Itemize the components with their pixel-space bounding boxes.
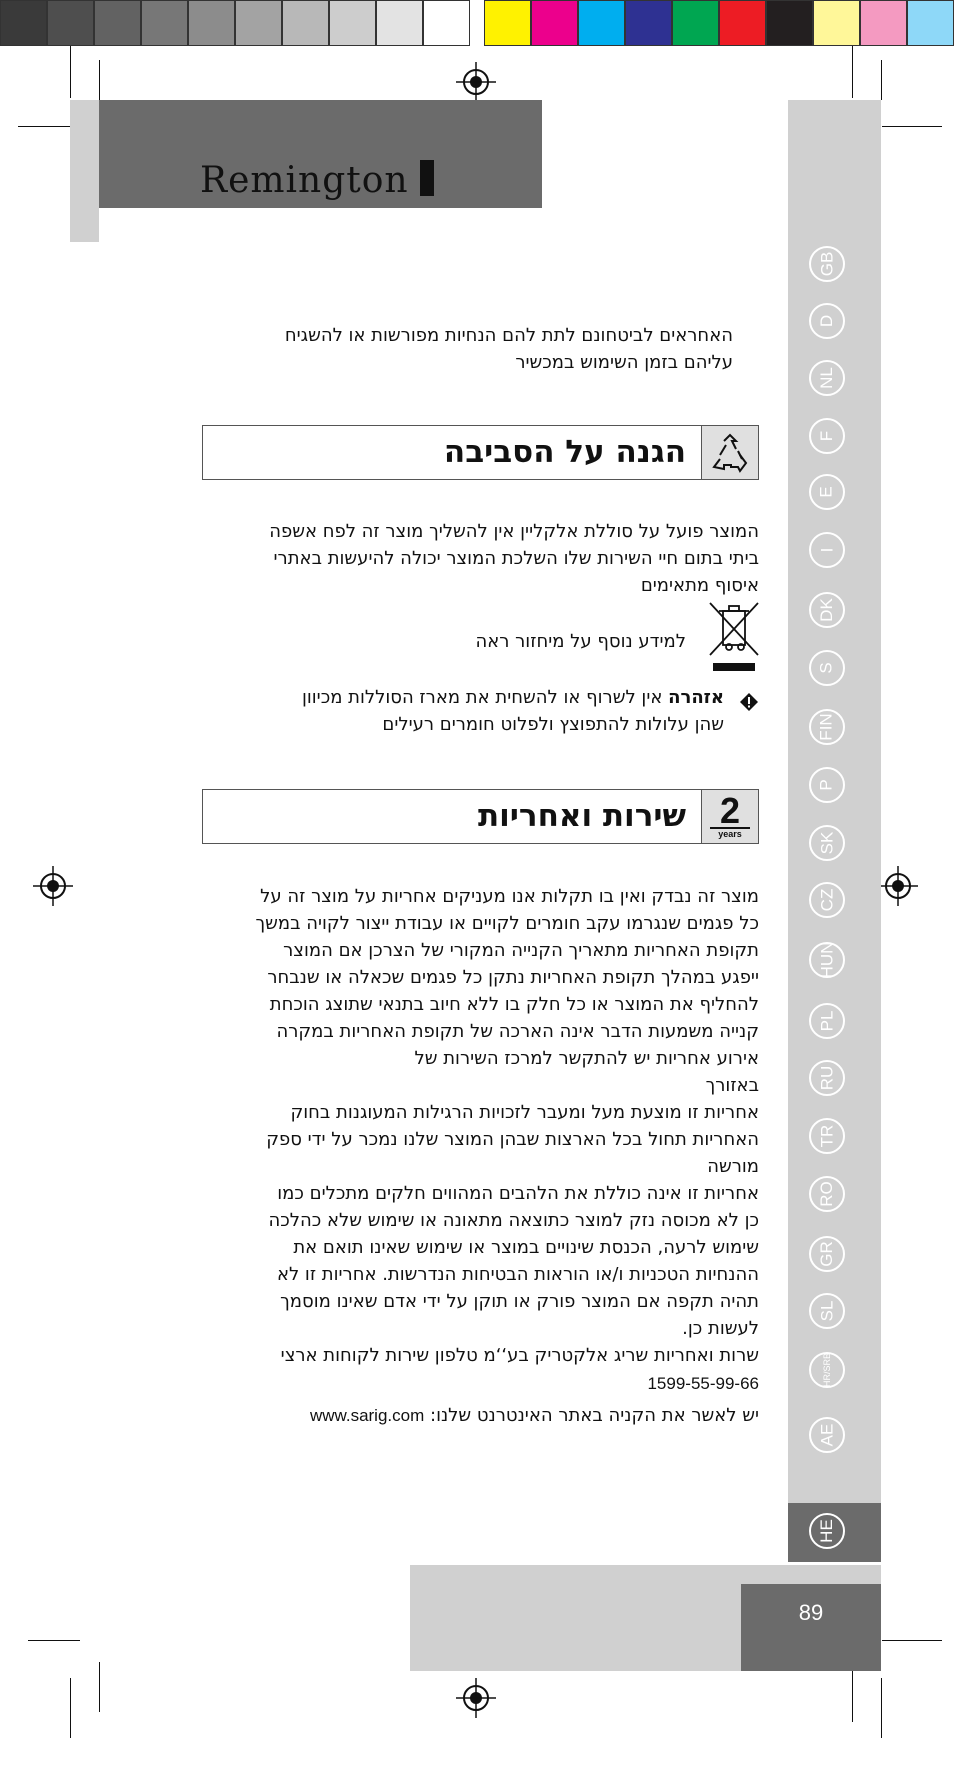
language-tab-dk[interactable]	[809, 592, 845, 628]
language-tab-ae[interactable]	[809, 1417, 845, 1453]
text-line: באזורך	[705, 1075, 759, 1096]
text-line: תקופת האחריות מתאריך הקנייה המקורי של הצרכן אם המוצר	[283, 940, 759, 961]
crop-mark	[852, 46, 853, 98]
color-swatch	[719, 0, 766, 46]
warranty-years-label: years	[710, 827, 750, 839]
warning-paragraph	[204, 684, 724, 738]
language-tab-cz[interactable]	[809, 882, 845, 918]
gray-swatch	[235, 0, 282, 46]
website-link[interactable]: www.sarig.com	[309, 1406, 425, 1425]
language-tab-gb[interactable]	[809, 246, 845, 282]
color-swatch	[907, 0, 954, 46]
language-code: TR	[816, 1124, 836, 1148]
language-code: E	[817, 486, 836, 498]
gray-swatch	[0, 0, 47, 46]
section-heading-warranty	[202, 789, 759, 844]
text-line: לעשות כן.	[682, 1318, 759, 1339]
language-tab-ro[interactable]	[809, 1176, 845, 1212]
logo-bar-mark	[420, 160, 434, 196]
environment-paragraph	[189, 518, 759, 599]
text-line: להחליף את המוצר או כל חלק בו ללא חיוב בתנאי שתוצג הוכחת	[269, 994, 759, 1015]
gray-swatch	[423, 0, 470, 46]
gray-swatch	[188, 0, 235, 46]
language-code: NL	[816, 367, 836, 389]
language-tab-e[interactable]	[809, 474, 845, 510]
text-line: שימוש לרעה, הכנסת שינויים במוצר או שימוש שאינו תואם את	[293, 1237, 759, 1258]
language-code: SL	[816, 1300, 836, 1322]
text-line: אחריות זו מוצעת מעל ומעבר לזכויות הרגילות המעוגנות בחוק	[290, 1102, 759, 1123]
crop-mark	[852, 1662, 853, 1722]
text-line: מורשה	[707, 1156, 759, 1177]
crop-mark	[882, 126, 942, 127]
color-swatch	[625, 0, 672, 46]
language-tab-p[interactable]	[809, 767, 845, 803]
website-line	[199, 1402, 759, 1429]
registration-mark-icon	[878, 866, 918, 906]
color-calibration-bar	[0, 0, 954, 49]
text-line: האחריות תחול בכל הארצות שבהן המוצר שלנו נמכר על ידי ספק	[266, 1129, 759, 1150]
text-line: כן לא מכוסה נזק למוצר כתוצאה מתאונה או שימוש שלא כהלכה	[268, 1210, 759, 1231]
color-swatch	[860, 0, 907, 46]
language-code: HUN	[817, 941, 836, 979]
crop-mark	[881, 1678, 882, 1738]
language-tab-nl[interactable]	[809, 360, 845, 396]
language-code: I	[816, 547, 836, 553]
section-title: הגנה על הסביבה	[443, 434, 686, 470]
language-code: RU	[817, 1065, 836, 1091]
gray-swatch	[282, 0, 329, 46]
language-tab-i[interactable]	[809, 532, 845, 568]
warning-diamond-icon	[739, 692, 759, 712]
color-swatch	[766, 0, 813, 46]
gray-swatch	[329, 0, 376, 46]
crop-mark	[18, 126, 70, 127]
crop-mark	[99, 60, 100, 100]
language-tab-hr-srb[interactable]	[809, 1352, 845, 1388]
language-code: SK	[817, 831, 836, 855]
language-code: GB	[817, 251, 836, 277]
language-tab-s[interactable]	[809, 650, 845, 686]
language-tab-pl[interactable]	[809, 1003, 845, 1039]
recycle-icon	[708, 431, 752, 475]
language-tab-sk[interactable]	[809, 825, 845, 861]
language-tab-he[interactable]	[809, 1513, 845, 1549]
language-code: RO	[817, 1181, 836, 1207]
section-heading-environment	[202, 425, 759, 480]
gray-swatch	[47, 0, 94, 46]
crop-mark	[99, 1662, 100, 1712]
language-code: DK	[817, 598, 836, 622]
crop-mark	[28, 1640, 80, 1641]
language-tab-f[interactable]	[809, 418, 845, 454]
language-code: HR/SRB	[822, 1352, 833, 1388]
registration-mark-icon	[456, 62, 496, 102]
text-line: שהן עלולות להתפוצץ ולפלוט חומרים רעילים	[382, 714, 724, 735]
language-code: HE	[817, 1519, 836, 1543]
language-tab-gr[interactable]	[809, 1236, 845, 1272]
crop-mark	[881, 60, 882, 100]
text-line: איסוף מתאימים	[640, 575, 759, 596]
brand-logo: Remington	[200, 160, 409, 201]
gray-swatch	[141, 0, 188, 46]
recycling-note: למידע נוסף על מיחזור ראה	[475, 631, 686, 652]
warning-label: אזהרה	[668, 687, 724, 708]
gray-swatch	[94, 0, 141, 46]
registration-mark-icon	[456, 1678, 496, 1718]
language-code: S	[817, 662, 836, 674]
crop-mark	[70, 1678, 71, 1738]
text-line: תהיה תקפה אם המוצר פורק או תוקן על ידי אדם שאינו מוסמך	[280, 1291, 759, 1312]
gray-swatch	[376, 0, 423, 46]
language-code: CZ	[816, 888, 836, 912]
warning-text: אין לשרוף או להשחית את מארז הסוללות מכיוון	[301, 687, 669, 708]
color-swatch	[578, 0, 625, 46]
text-line: אחריות זו אינה כוללת את הלהבים המהווים חלקים מתכלים כמו	[277, 1183, 759, 1204]
text-line: האחראים לביטחונם לתת להם הנחיות מפורשות או להשגיח	[284, 325, 733, 346]
color-swatch	[484, 0, 531, 46]
crossed-bin-icon	[707, 601, 761, 673]
crop-mark	[70, 46, 71, 98]
language-code: F	[816, 430, 836, 442]
text-line: עליהם בזמן השימוש במכשיר	[515, 352, 733, 373]
language-tab-fin[interactable]	[809, 709, 845, 745]
intro-paragraph	[193, 322, 733, 376]
heading-icon-box	[701, 426, 758, 479]
color-swatch	[813, 0, 860, 46]
language-code: GR	[817, 1241, 836, 1267]
page-number: 89	[798, 1600, 824, 1625]
text-line: כל פגמים שנגרמו עקב חומרים לקויים או עבודת ייצור לקויה במשך	[255, 913, 759, 934]
language-tab-ru[interactable]	[809, 1060, 845, 1096]
registration-mark-icon	[33, 866, 73, 906]
language-tab-tr[interactable]	[809, 1118, 845, 1154]
language-tab-d[interactable]	[809, 303, 845, 339]
language-code: PL	[816, 1010, 836, 1032]
text-line: ביתי בתום חיי השירות שלו השלכת המוצר יכולה להיעשות באתרי	[273, 548, 759, 569]
website-label: יש לאשר את הקניה באתר האינטרנט שלנו:	[430, 1405, 759, 1426]
color-swatch	[672, 0, 719, 46]
header-side-strip	[70, 100, 99, 242]
warranty-years-number: 2	[719, 789, 741, 831]
footer-page-panel	[741, 1584, 881, 1671]
language-code: AE	[817, 1423, 836, 1447]
text-line: אירוע אחריות יש להתקשר למרכז השירות של	[414, 1048, 759, 1069]
section-title: שירות ואחריות	[477, 798, 686, 834]
text-line	[204, 684, 724, 711]
language-code: FIN	[816, 713, 836, 741]
language-code: D	[817, 314, 836, 328]
text-line: המוצר פועל על סוללת אלקליין אין להשליך מוצר זה לפח אשפה	[269, 521, 759, 542]
warranty-badge	[701, 790, 758, 843]
text-line: ההנחיות הטכניות ו/או הוראות הבטיחות הנדרשות. אחריות זו לא	[276, 1264, 759, 1285]
crop-mark	[882, 1640, 942, 1641]
phone-number: 1599-55-99-66	[647, 1374, 759, 1393]
text-line: קנייה משמעות הדבר אינה הארכה של תקופת האחריות במקרה	[276, 1021, 759, 1042]
warranty-paragraph	[179, 883, 759, 1369]
text-line: ייפגע במהלך תקופת האחריות נתקן כל פגמים שכאלה או שנבחר	[267, 967, 759, 988]
text-line: מוצר זה נבדק ואין בו תקלות אנו מעניקים אחריות על מוצר זה על	[260, 886, 759, 907]
language-tab-hun[interactable]	[809, 942, 845, 978]
color-swatch	[531, 0, 578, 46]
language-tab-sl[interactable]	[809, 1293, 845, 1329]
text-line: שרות ואחריות שריג אלקטריק בע‘‘מ טלפון שירות לקוחות ארצי	[280, 1345, 759, 1366]
language-code: P	[817, 779, 836, 791]
